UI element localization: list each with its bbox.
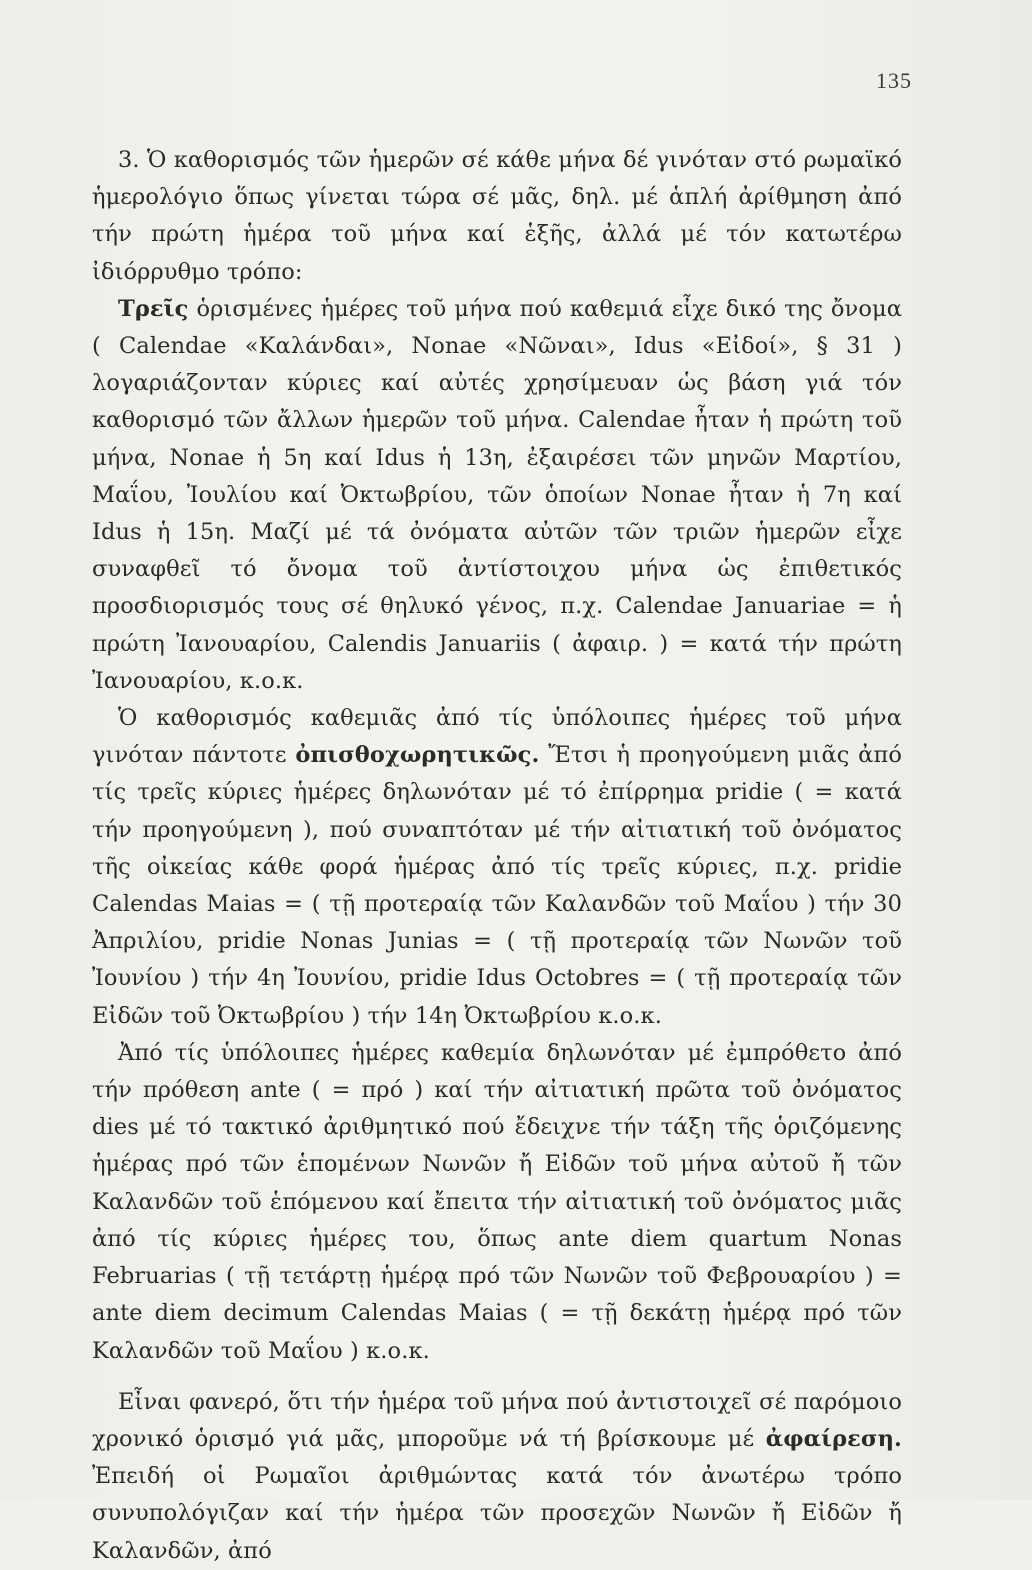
paragraph-2-text: ὁρισμένες ἡμέρες τοῦ μήνα πού καθεμιά εἶχε δικό της ὄνομα ( Calendae «Καλάνδαι», Nonae «Νῶναι», Idus «Εἰδοί», § 31 ) λογαριάζονταν κύριες καί αὐτές χρησίμευαν ὡς βάση γιά τόν καθορισμό τῶν ἄλλων ἡμερῶν τοῦ μήνα. Calendae ἦταν ἡ πρώτη τοῦ μήνα, Nonae ἡ 5η καί Idus ἡ 13η, ἐξαιρέσει τῶν μηνῶν Μαρτίου, Μαΐου, Ἰουλίου καί Ὀκτωβρίου, τῶν ὁποίων Nonae ἦταν ἡ 7η καί Idus ἡ 15η. Μαζί μέ τά ὀνόματα αὐτῶν τῶν τριῶν ἡμερῶν εἶχε συναφθεῖ τό ὄνομα τοῦ ἀντίστοιχου μήνα ὡς ἐπιθετικός προσδιορισμός τους σέ θηλυκό γένος, π.χ. Calendae Januariae = ἡ πρώτη Ἰανουαρίου, Calendis Januariis ( ἀφαιρ. ) = κατά τήν πρώτη Ἰανουαρίου, κ.ο.κ. xyxy=(92,295,902,694)
paragraph-5-lead: Εἶναι φανερό, ὅτι τήν ἡμέρα τοῦ μήνα πού ἀντιστοιχεῖ σέ παρόμοιο χρονικό ὁρισμό γιά μᾶς, μποροῦμε νά τή βρίσκουμε μέ xyxy=(92,1388,902,1452)
paragraph-5-text: Ἐπειδή οἱ Ρωμαῖοι ἀριθμώντας κατά τόν ἀνωτέρω τρόπο συνυπολόγιζαν καί τήν ἡμέρα τῶν προσεχῶν Νωνῶν ἤ Εἰδῶν ἤ Καλανδῶν, ἀπό xyxy=(92,1463,902,1564)
page-number: 135 xyxy=(876,68,912,93)
paragraph-3 xyxy=(92,700,902,1035)
paragraph-5 xyxy=(92,1384,902,1570)
paragraph-2-bold: Τρεῖς xyxy=(118,295,189,322)
paragraph-1: 3. Ὁ καθορισμός τῶν ἡμερῶν σέ κάθε μήνα δέ γινόταν στό ρωμαϊκό ἡμερολόγιο ὅπως γίνεται τώρα σέ μᾶς, δηλ. μέ ἁπλή ἀρίθμηση ἀπό τήν πρώτη ἡμέρα τοῦ μήνα καί ἑξῆς, ἀλλά μέ τόν κατωτέρω ἰδιόρρυθμο τρόπο: xyxy=(92,147,902,285)
body-text xyxy=(92,142,902,1570)
paragraph-2 xyxy=(92,291,902,700)
paragraph-4: Ἀπό τίς ὑπόλοιπες ἡμέρες καθεμία δηλωνόταν μέ ἐμπρόθετο ἀπό τήν πρόθεση ante ( = πρό ) καί τήν αἰτιατική πρῶτα τοῦ ὀνόματος dies μέ τό τακτικό ἀριθμητικό πού ἔδειχνε τήν τάξη τῆς ὁριζόμενης ἡμέρας πρό τῶν ἑπομένων Νωνῶν ἤ Εἰδῶν τοῦ μήνα αὐτοῦ ἤ τῶν Καλανδῶν τοῦ ἑπόμενου καί ἔπειτα τήν αἰτιατική τοῦ ὀνόματος μιᾶς ἀπό τίς κύριες ἡμέρες του, ὅπως ante diem quartum Nonas Februarias ( τῇ τετάρτῃ ἡμέρᾳ πρό τῶν Νωνῶν τοῦ Φεβρουαρίου ) = ante diem decimum Calendas Maias ( = τῇ δεκάτῃ ἡμέρᾳ πρό τῶν Καλανδῶν τοῦ Μαΐου ) κ.ο.κ. xyxy=(92,1039,902,1364)
paragraph-3-lead: Ὁ καθορισμός καθεμιᾶς ἀπό τίς ὑπόλοιπες ἡμέρες τοῦ μήνα γινόταν πάντοτε xyxy=(92,705,902,769)
paragraph-3-bold: ὀπισθοχωρητικῶς. xyxy=(295,742,540,769)
paragraph-5-bold: ἀφαίρεση. xyxy=(765,1425,902,1452)
paragraph-gap xyxy=(92,1370,902,1384)
paragraph-3-text: Ἔτσι ἡ προηγούμενη μιᾶς ἀπό τίς τρεῖς κύριες ἡμέρες δηλωνόταν μέ τό ἐπίρρημα pridie ( = κατά τήν προηγούμενη ), πού συναπτόταν μέ τήν αἰτιατική τοῦ ὀνόματος τῆς οἰκείας κάθε φορά ἡμέρας ἀπό τίς τρεῖς κύριες, π.χ. pridie Calendas Maias = ( τῇ προτεραίᾳ τῶν Καλανδῶν τοῦ Μαΐου ) τήν 30 Ἀπριλίου, pridie Nonas Junias = ( τῇ προτεραίᾳ τῶν Νωνῶν τοῦ Ἰουνίου ) τήν 4η Ἰουνίου, pridie Idus Octobres = ( τῇ προτεραίᾳ τῶν Εἰδῶν τοῦ Ὀκτωβρίου ) τήν 14η Ὀκτωβρίου κ.ο.κ. xyxy=(92,742,902,1029)
